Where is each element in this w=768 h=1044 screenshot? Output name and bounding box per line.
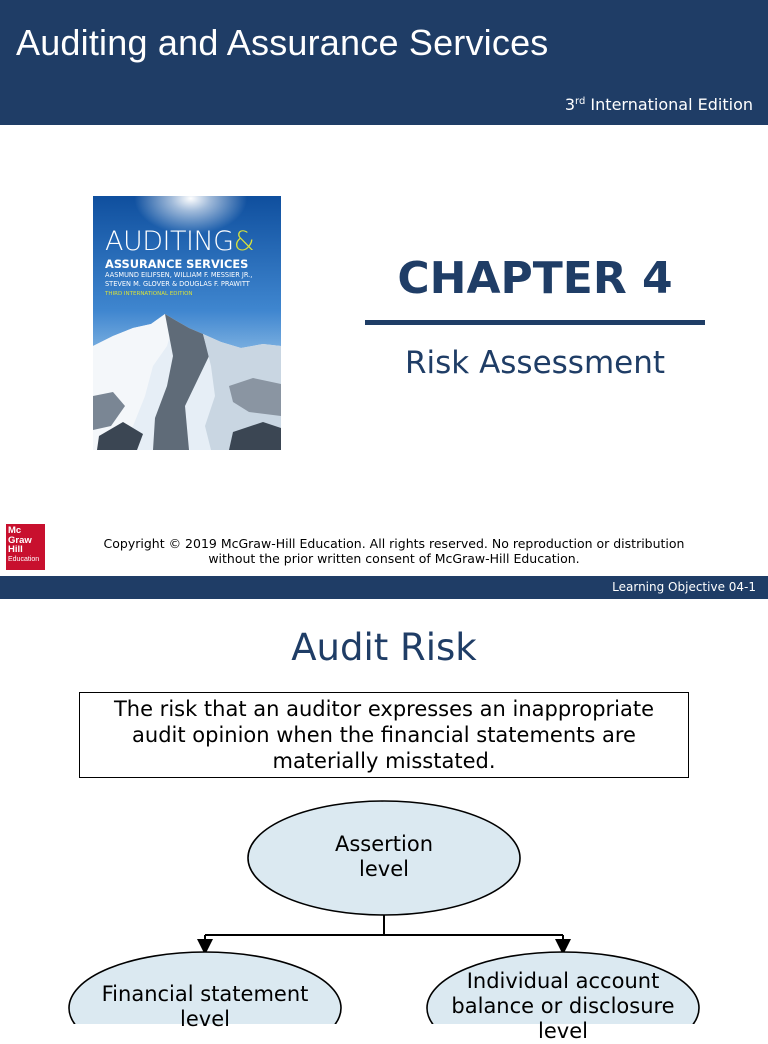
account-balance-level-label bbox=[433, 969, 693, 1044]
assertion-level-line-2: level bbox=[359, 857, 409, 881]
logo-text-graw: Graw bbox=[8, 534, 32, 546]
cover-title-amp: & bbox=[233, 226, 255, 257]
copyright-line-1: Copyright © 2019 McGraw-Hill Education. All rights reserved. No reproduction or distribution bbox=[103, 536, 685, 551]
copyright-notice bbox=[85, 536, 703, 566]
learning-objective-label: Learning Objective 04-1 bbox=[612, 580, 756, 594]
cover-title bbox=[105, 226, 254, 257]
assertion-level-label bbox=[284, 832, 484, 882]
deck-title: Auditing and Assurance Services bbox=[16, 22, 549, 63]
copyright-line-2: without the prior written consent of McGraw-Hill Education. bbox=[208, 551, 580, 566]
logo-text-education: Education bbox=[8, 555, 40, 563]
financial-statement-line-1: Financial statement bbox=[101, 982, 309, 1006]
financial-statement-line-2: level bbox=[180, 1007, 230, 1031]
cover-edition: THIRD INTERNATIONAL EDITION bbox=[105, 291, 193, 297]
header-bar bbox=[0, 0, 768, 125]
cover-title-main: AUDITING bbox=[105, 226, 234, 257]
logo-text-hill: Hill bbox=[8, 544, 23, 555]
risk-level-diagram bbox=[0, 576, 768, 1024]
edition-number: 3 bbox=[564, 95, 576, 114]
chapter-title: Risk Assessment bbox=[404, 345, 666, 381]
account-balance-line-3: level bbox=[538, 1019, 588, 1043]
financial-statement-level-label bbox=[85, 982, 325, 1032]
account-balance-line-1: Individual account bbox=[466, 969, 660, 993]
logo-text-mc: Mc bbox=[8, 525, 22, 536]
definition-text: The risk that an auditor expresses an inappropriate audit opinion when the financial statements are materially misstated. bbox=[113, 697, 655, 773]
chapter-label: CHAPTER 4 bbox=[397, 253, 673, 304]
account-balance-line-2: balance or disclosure bbox=[451, 994, 675, 1018]
audit-risk-slide bbox=[0, 576, 768, 1043]
slide-title: Audit Risk bbox=[291, 626, 477, 669]
edition-superscript: rd bbox=[575, 96, 586, 107]
cover-subtitle: ASSURANCE SERVICES bbox=[105, 257, 249, 271]
book-cover-image bbox=[93, 196, 281, 450]
edition-label bbox=[565, 95, 753, 114]
chapter-divider bbox=[365, 320, 705, 325]
edition-text: International Edition bbox=[585, 95, 753, 114]
mcgraw-hill-logo bbox=[6, 524, 45, 570]
assertion-level-line-1: Assertion bbox=[334, 832, 434, 856]
cover-authors: AASMUND EILIFSEN, WILLIAM F. MESSIER JR., STEVEN M. GLOVER & DOUGLAS F. PRAWITT bbox=[105, 271, 253, 288]
